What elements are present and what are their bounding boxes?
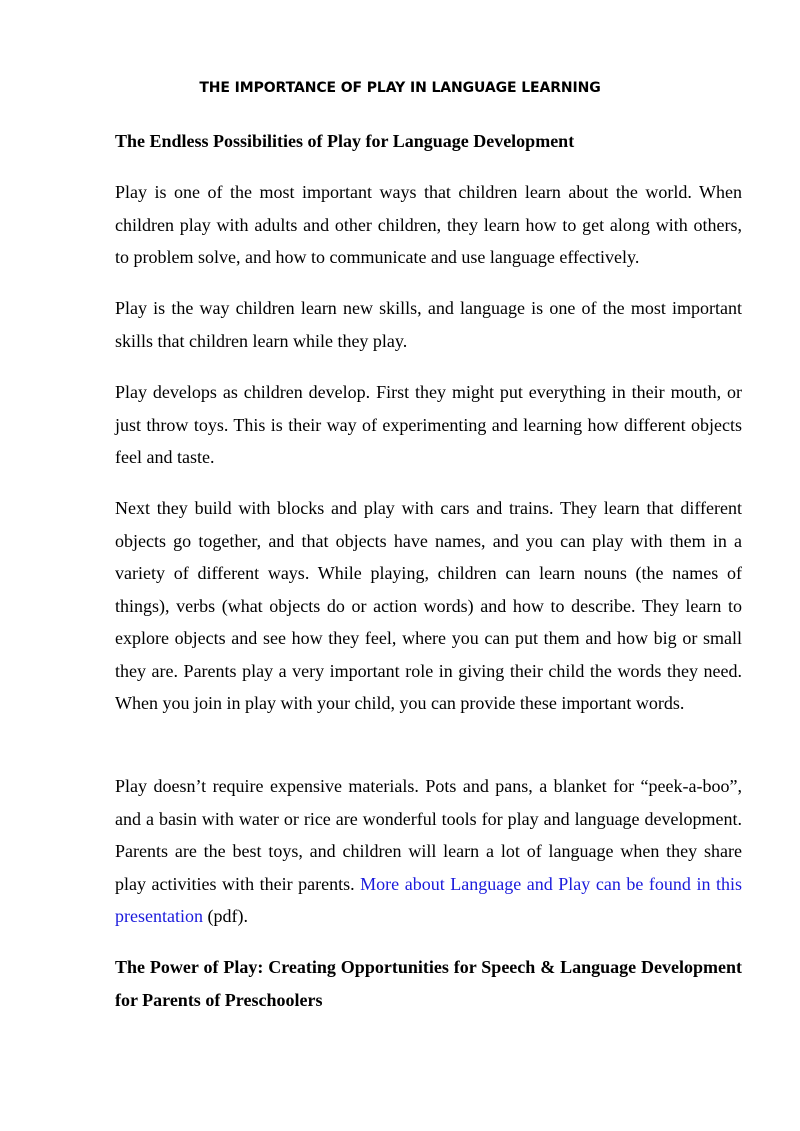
presentation-link[interactable]: More about Language and Play can be found in this presentation xyxy=(115,873,742,926)
paragraph-5-suffix: (pdf). xyxy=(202,906,248,926)
paragraph-4: Next they build with blocks and play with cars and trains. They learn that different objects go together, and that objects have names, and you can play with them in a variety of different ways. While playing, children can learn nouns (the names of things), verbs (what objects do or action words) and how to describe. They learn to explore objects and see how they feel, where you can put them and how big or small they are. Parents play a very important role in giving their child the words they need. When you join in play with your child, you can provide these important words. xyxy=(115,498,742,713)
paragraph-1: Play is one of the most important ways that children learn about the world. When children play with adults and other children, they learn how to get along with others, to problem solve, and how to communicate and use language effectively. xyxy=(115,182,742,267)
section-heading-power-of-play: The Power of Play: Creating Opportunities for Speech & Language Development for Parents of Preschoolers xyxy=(115,957,742,1010)
paragraph-3: Play develops as children develop. First they might put everything in their mouth, or just throw toys. This is their way of experimenting and learning how different objects feel and taste. xyxy=(115,382,742,467)
section-heading-endless-possibilities: The Endless Possibilities of Play for Language Development xyxy=(115,131,575,151)
paragraph-2: Play is the way children learn new skills, and language is one of the most important skills that children learn while they play. xyxy=(115,298,742,351)
document-title: THE IMPORTANCE OF PLAY IN LANGUAGE LEARNING xyxy=(199,80,601,96)
paragraph-5 xyxy=(115,770,742,933)
paragraph-5-text: Play doesn’t require expensive materials. Pots and pans, a blanket for “peek-a-boo”, and a basin with water or rice are wonderful tools for play and language development. Parents are the best toys, and children will learn a lot of language when they share play activities with their parents. xyxy=(115,776,742,894)
